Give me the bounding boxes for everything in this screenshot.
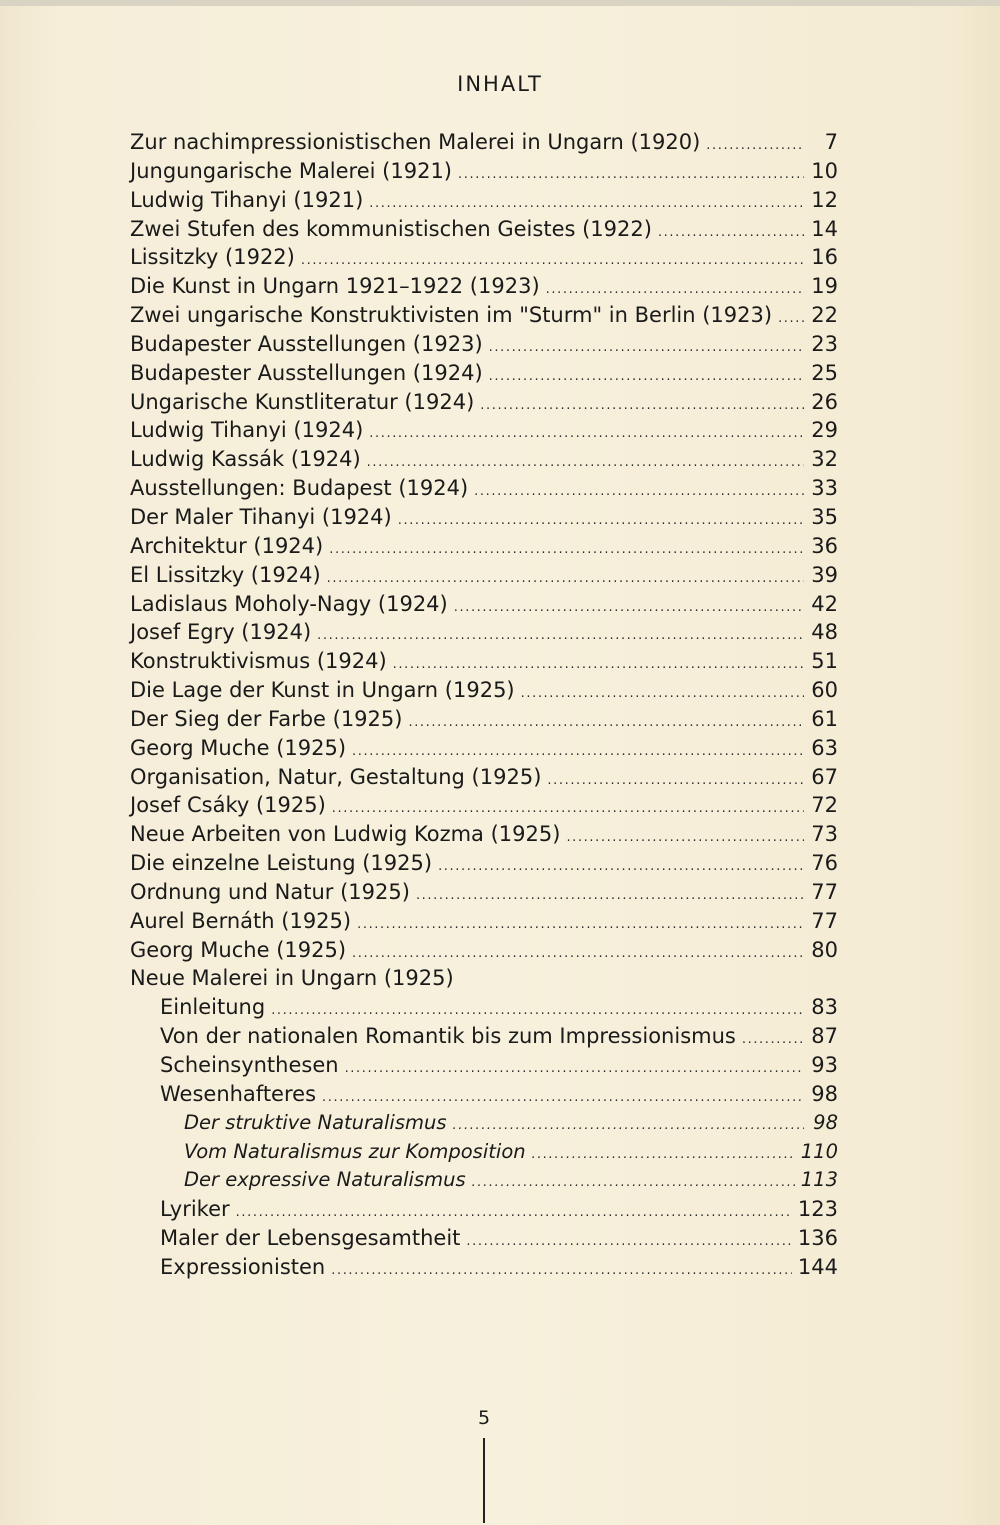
toc-entry <box>130 359 838 388</box>
dot-leader <box>532 1141 795 1170</box>
toc-entry-title: Konstruktivismus (1924) <box>130 649 387 674</box>
toc-entry-page: 10 <box>811 158 838 183</box>
dot-leader <box>547 767 804 796</box>
binding-line <box>483 1438 485 1523</box>
toc-entry-page: 48 <box>811 620 838 645</box>
toc-entry-page: 61 <box>811 706 838 731</box>
dot-leader <box>489 334 804 363</box>
toc-entry-title: Wesenhafteres <box>160 1081 317 1106</box>
toc-entry-page: 73 <box>811 822 838 847</box>
toc-entry <box>130 1022 838 1051</box>
toc-entry-title: Zwei ungarische Konstruktivisten im "Sturm" in Berlin (1923) <box>130 303 773 328</box>
toc-entry-page: 32 <box>811 447 838 472</box>
dot-leader <box>398 507 804 536</box>
toc-entry-page: 26 <box>811 389 838 414</box>
toc-entry <box>130 1109 838 1138</box>
toc-entry-page: 23 <box>811 331 838 356</box>
dot-leader <box>566 824 804 853</box>
dot-leader <box>480 392 804 421</box>
toc-entry-title: Der expressive Naturalismus <box>184 1168 466 1192</box>
toc-entry-page: 25 <box>811 360 838 385</box>
toc-entry-title: Zur nachimpressionistischen Malerei in Ungarn (1920) <box>130 130 701 154</box>
toc-entry-title: Die Kunst in Ungarn 1921–1922 (1923) <box>130 274 540 299</box>
toc-entry-title: Ludwig Kassák (1924) <box>130 447 361 472</box>
toc-entry-title: Zwei Stufen des kommunistischen Geistes (1922) <box>130 216 652 241</box>
toc-entry <box>130 878 838 907</box>
toc-entry-page: 63 <box>811 735 838 760</box>
toc-entry <box>130 272 838 301</box>
toc-entry-title: Architektur (1924) <box>130 533 324 558</box>
toc-entry <box>130 936 838 965</box>
toc-entry-page: 36 <box>811 533 838 558</box>
toc-entry-title: Ladislaus Moholy-Nagy (1924) <box>130 591 448 616</box>
toc-entry-page: 7 <box>824 130 838 154</box>
toc-entry <box>130 388 838 417</box>
toc-entry-title: Einleitung <box>160 995 266 1020</box>
dot-leader <box>357 911 804 940</box>
toc-entry-title: Josef Csáky (1925) <box>130 793 326 818</box>
toc-entry-page: 72 <box>811 793 838 818</box>
toc-entry-page: 76 <box>811 851 838 876</box>
toc-entry <box>130 503 838 532</box>
toc-entry <box>130 474 838 503</box>
toc-entry-title: Budapester Ausstellungen (1923) <box>130 331 483 356</box>
toc-entry-title: Lyriker <box>160 1197 230 1222</box>
toc-entry <box>130 330 838 359</box>
toc-entry-title: Organisation, Natur, Gestaltung (1925) <box>130 764 542 789</box>
toc-entry-title: Maler der Lebensgesamtheit <box>160 1226 461 1251</box>
toc-entry-page: 14 <box>811 216 838 241</box>
toc-entry-title: Scheinsynthesen <box>160 1053 339 1077</box>
toc-entry <box>130 964 838 993</box>
toc-entry <box>130 186 838 215</box>
toc-entry-page: 22 <box>811 303 838 328</box>
toc-entry-page: 42 <box>811 591 838 616</box>
dot-leader <box>453 1112 804 1141</box>
toc-entry-page: 113 <box>800 1168 838 1192</box>
toc-entry-title: Georg Muche (1925) <box>130 937 347 962</box>
toc-entry-title: Von der nationalen Romantik bis zum Impressionismus <box>160 1024 736 1049</box>
toc-entry-page: 16 <box>811 245 838 270</box>
toc-entry-title: Josef Egry (1924) <box>130 620 312 645</box>
toc-entry <box>130 647 838 676</box>
page-title: INHALT <box>457 72 543 96</box>
page-number: 5 <box>477 1407 491 1429</box>
toc-entry-page: 123 <box>797 1197 838 1222</box>
toc-entry-title: Die einzelne Leistung (1925) <box>130 851 433 876</box>
dot-leader <box>438 853 804 882</box>
toc-entry-page: 144 <box>797 1254 838 1279</box>
toc-entry <box>130 243 838 272</box>
toc-entry-page: 19 <box>811 274 838 299</box>
toc-entry <box>130 705 838 734</box>
table-of-contents <box>130 128 838 1282</box>
toc-entry-page: 39 <box>811 562 838 587</box>
dot-leader <box>329 536 804 565</box>
dot-leader <box>345 1055 804 1084</box>
toc-entry-page: 12 <box>811 187 838 212</box>
dot-leader <box>331 1257 792 1286</box>
toc-entry-title: Lissitzky (1922) <box>130 245 295 270</box>
toc-entry <box>130 1166 838 1195</box>
toc-entry-page: 60 <box>811 678 838 703</box>
toc-entry-title: Der struktive Naturalismus <box>184 1110 447 1134</box>
toc-entry <box>130 128 838 157</box>
dot-leader <box>742 1026 804 1055</box>
dot-leader <box>658 219 804 248</box>
toc-entry-title: Jungungarische Malerei (1921) <box>130 158 452 183</box>
toc-entry <box>130 734 838 763</box>
toc-entry-title: Der Maler Tihanyi (1924) <box>130 504 392 529</box>
dot-leader <box>466 1228 791 1257</box>
toc-entry-title: Vom Naturalismus zur Komposition <box>184 1139 526 1163</box>
toc-entry <box>130 618 838 647</box>
dot-leader <box>369 420 804 449</box>
toc-entry-title: Budapester Ausstellungen (1924) <box>130 360 483 385</box>
toc-entry <box>130 590 838 619</box>
toc-entry <box>130 1195 838 1224</box>
dot-leader <box>706 132 804 161</box>
toc-entry-page: 98 <box>813 1110 838 1134</box>
toc-entry-page: 93 <box>811 1053 838 1077</box>
toc-entry-title: Ludwig Tihanyi (1924) <box>130 418 364 443</box>
toc-entry-title: El Lissitzky (1924) <box>130 562 321 587</box>
toc-entry-title: Ludwig Tihanyi (1921) <box>130 187 364 212</box>
toc-entry-page: 33 <box>811 476 838 501</box>
toc-entry-page: 87 <box>811 1024 838 1049</box>
toc-entry-page: 110 <box>800 1139 838 1163</box>
toc-entry <box>130 1051 838 1080</box>
toc-entry-title: Der Sieg der Farbe (1925) <box>130 706 403 731</box>
toc-entry-page: 35 <box>811 504 838 529</box>
dot-leader <box>521 680 804 709</box>
toc-entry-title: Neue Arbeiten von Ludwig Kozma (1925) <box>130 822 561 847</box>
toc-entry <box>130 993 838 1022</box>
toc-entry <box>130 763 838 792</box>
dot-leader <box>416 882 804 911</box>
toc-entry <box>130 791 838 820</box>
toc-entry <box>130 1138 838 1167</box>
toc-entry <box>130 561 838 590</box>
dot-leader <box>472 1169 795 1198</box>
dot-leader <box>778 305 804 334</box>
toc-entry-title: Ungarische Kunstliteratur (1924) <box>130 389 475 414</box>
toc-entry <box>130 820 838 849</box>
toc-entry-page: 136 <box>797 1226 838 1251</box>
toc-entry <box>130 1253 838 1282</box>
toc-entry-page: 80 <box>811 937 838 962</box>
toc-entry-page: 51 <box>811 649 838 674</box>
toc-entry-title: Ausstellungen: Budapest (1924) <box>130 476 469 501</box>
toc-entry <box>130 532 838 561</box>
toc-entry <box>130 215 838 244</box>
dot-leader <box>317 622 804 651</box>
toc-entry-page: 67 <box>811 764 838 789</box>
toc-entry-title: Expressionisten <box>160 1254 326 1279</box>
toc-entry <box>130 849 838 878</box>
toc-entry-page: 77 <box>811 879 838 904</box>
dot-leader <box>454 594 804 623</box>
toc-entry <box>130 1080 838 1109</box>
dot-leader <box>489 363 804 392</box>
dot-leader <box>408 709 804 738</box>
toc-entry <box>130 157 838 186</box>
toc-entry <box>130 301 838 330</box>
toc-entry-title: Aurel Bernáth (1925) <box>130 908 352 933</box>
toc-entry <box>130 907 838 936</box>
dot-leader <box>458 161 804 190</box>
toc-entry <box>130 676 838 705</box>
page-top-edge <box>0 0 1000 6</box>
toc-entry-page: 29 <box>811 418 838 443</box>
toc-entry-title: Die Lage der Kunst in Ungarn (1925) <box>130 678 515 703</box>
toc-entry-title: Georg Muche (1925) <box>130 735 347 760</box>
toc-entry <box>130 1224 838 1253</box>
toc-entry-page: 77 <box>811 908 838 933</box>
toc-entry-title: Neue Malerei in Ungarn (1925) <box>130 966 454 991</box>
dot-leader <box>474 478 804 507</box>
toc-entry <box>130 445 838 474</box>
toc-entry-page: 83 <box>811 995 838 1020</box>
toc-entry-page: 98 <box>811 1081 838 1106</box>
toc-entry <box>130 416 838 445</box>
toc-entry-title: Ordnung und Natur (1925) <box>130 879 410 904</box>
